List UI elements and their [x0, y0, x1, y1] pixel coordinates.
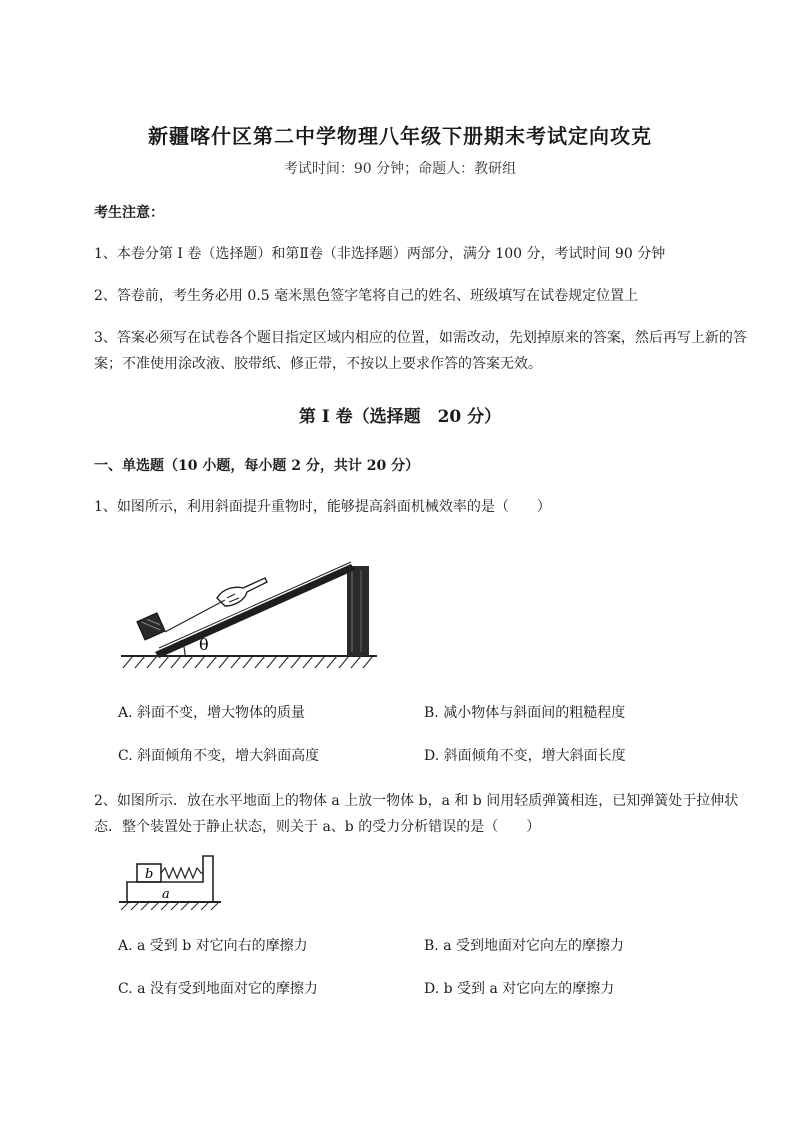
q1-option-c[interactable]: C. 斜面倾角不变，增大斜面高度 — [118, 748, 320, 764]
section-title: 第 I 卷（选择题 20 分） — [298, 407, 502, 427]
spring-blocks-figure — [115, 850, 225, 914]
angle-label: θ — [199, 635, 209, 654]
notice-item-3: 3、答案必须写在试卷各个题目指定区域内相应的位置，如需改动，先划掉原来的答案，然后再写上新的答案；不准使用涂改液、胶带纸、修正带，不按以上要求作答的答案无效。 — [94, 330, 747, 372]
q1-option-b[interactable]: B. 减小物体与斜面间的粗糙程度 — [424, 705, 626, 721]
notice-heading: 考生注意： — [94, 205, 164, 221]
q2-option-a[interactable]: A. a 受到 b 对它向右的摩擦力 — [118, 938, 308, 954]
block-a-label: a — [162, 887, 170, 902]
notice-item-2: 2、答卷前，考生务必用 0.5 毫米黑色签字笔将自己的姓名、班级填写在试卷规定位置上 — [94, 288, 639, 304]
q1-option-d[interactable]: D. 斜面倾角不变，增大斜面长度 — [424, 748, 626, 764]
q1-option-a[interactable]: A. 斜面不变，增大物体的质量 — [118, 705, 306, 721]
notice-item-1: 1、本卷分第 I 卷（选择题）和第Ⅱ卷（非选择题）两部分，满分 100 分，考试时间 90 分钟 — [94, 246, 666, 262]
part-heading: 一、单选题（10 小题，每小题 2 分，共计 20 分） — [94, 458, 420, 474]
question-1-stem: 1、如图所示，利用斜面提升重物时，能够提高斜面机械效率的是（ ） — [94, 499, 551, 515]
block-b-label: b — [145, 867, 154, 882]
page-title: 新疆喀什区第二中学物理八年级下册期末考试定向攻克 — [148, 124, 652, 148]
q2-option-d[interactable]: D. b 受到 a 对它向左的摩擦力 — [424, 981, 615, 997]
exam-info: 考试时间：90 分钟；命题人：教研组 — [283, 161, 517, 177]
question-2-stem: 2、如图所示．放在水平地面上的物体 a 上放一物体 b，a 和 b 间用轻质弹簧相连，已知弹簧处于拉伸状态．整个装置处于静止状态，则关于 a、b 的受力分析错误的是（ ） — [94, 793, 739, 835]
q2-option-c[interactable]: C. a 没有受到地面对它的摩擦力 — [118, 981, 318, 997]
incline-figure — [115, 548, 385, 670]
q2-option-b[interactable]: B. a 受到地面对它向左的摩擦力 — [424, 938, 624, 954]
